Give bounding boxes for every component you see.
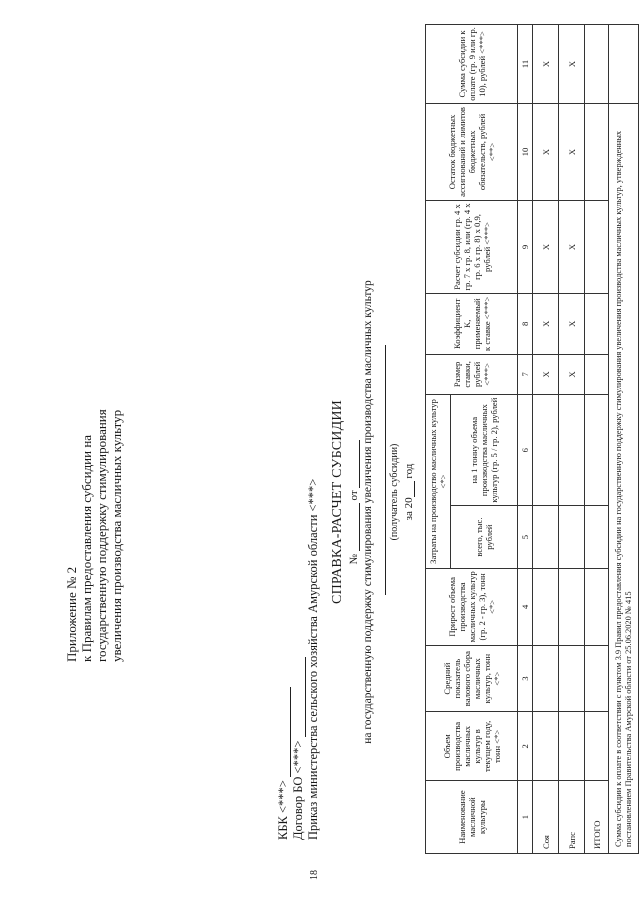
table-row <box>533 25 559 854</box>
header-costs-group: Затраты на производство масличных культур <*> <box>426 395 451 569</box>
header-subsidy-calc: Расчет субсидии гр. 4 x гр. 7 x гр. 8, или (гр. 4 x гр. 6 x гр. 8) x 0,9, рублей <***> <box>426 200 518 293</box>
header-production-growth: Прирост объема производства масличных культур (гр. 2 - гр. 3), тонн <*> <box>426 568 518 645</box>
table-cell: X <box>559 200 585 293</box>
date-blank <box>350 440 360 488</box>
table-cell <box>585 395 609 506</box>
year-line <box>403 342 415 642</box>
header-row-1 <box>426 25 451 854</box>
colnum-11: 11 <box>518 25 533 104</box>
table-cell <box>585 645 609 712</box>
colnum-1: 1 <box>518 781 533 854</box>
table-cell <box>533 645 559 712</box>
kbk-blank-line <box>280 687 291 777</box>
table-cell <box>559 712 585 781</box>
colnum-10: 10 <box>518 103 533 200</box>
header-average-harvest: Средний показатель валового сбора масличных культур, тонн <*> <box>426 645 518 712</box>
header-coefficient: Коэффициент K, применяемый к ставке <***> <box>426 293 518 354</box>
total-row <box>585 25 609 854</box>
note-row <box>609 25 639 854</box>
table-cell: X <box>533 200 559 293</box>
subsidy-calculation-table <box>425 24 639 854</box>
table-cell: X <box>533 293 559 354</box>
appendix-header <box>64 262 124 662</box>
table-cell: X <box>533 354 559 394</box>
table-cell <box>533 568 559 645</box>
kbk-label: КБК <***> <box>276 780 290 840</box>
header-rate: Размер ставки, рублей <***> <box>426 354 518 394</box>
number-blank <box>350 503 360 551</box>
number-sign: № <box>348 553 360 565</box>
header-budget-balance: Остаток бюджетных ассигнований и лимитов бюджетных обязательств, рублей <**> <box>426 103 518 200</box>
table-cell: X <box>559 354 585 394</box>
row-crop-name: Рапс <box>559 781 585 854</box>
table-cell <box>585 568 609 645</box>
table-cell <box>559 395 585 506</box>
year-suffix: год <box>403 463 415 479</box>
header-production-volume: Объем производства масличных культур в текущем году, тонн <*> <box>426 712 518 781</box>
table-cell <box>585 103 609 200</box>
table-row <box>559 25 585 854</box>
table-cell: X <box>533 103 559 200</box>
table-cell <box>585 506 609 569</box>
colnum-4: 4 <box>518 568 533 645</box>
year-blank <box>405 481 415 497</box>
table-cell: X <box>533 25 559 104</box>
requisites-block <box>276 479 321 840</box>
total-label: ИТОГО <box>585 781 609 854</box>
appendix-line-2: к Правилам предоставления субсидии на <box>79 434 94 662</box>
table-cell: X <box>559 25 585 104</box>
table-cell <box>585 712 609 781</box>
table-cell <box>585 200 609 293</box>
table-cell <box>585 293 609 354</box>
table-cell <box>533 712 559 781</box>
appendix-line-4: увеличения производства масличных культур <box>109 409 124 662</box>
order-label: Приказ министерства сельского хозяйства Амурской области <***> <box>306 478 320 840</box>
colnum-6: 6 <box>518 395 533 506</box>
column-number-row <box>518 25 533 854</box>
header-subsidy-to-pay: Сумма субсидии к оплате (гр. 9 или гр. 10), рублей <***> <box>426 25 518 104</box>
colnum-7: 7 <box>518 354 533 394</box>
recipient-blank-line <box>385 345 386 595</box>
colnum-8: 8 <box>518 293 533 354</box>
table-cell: X <box>559 293 585 354</box>
header-crop-name: Наименование масличной культуры <box>426 781 518 854</box>
number-date-line <box>348 292 360 712</box>
recipient-label: (получатель субсидии) <box>389 443 400 541</box>
header-costs-per-ton: на 1 тонну объема производства масличных культур (гр. 5 / гр. 2), рублей <box>451 395 518 506</box>
note-amount-cell <box>609 25 639 104</box>
colnum-2: 2 <box>518 712 533 781</box>
colnum-5: 5 <box>518 506 533 569</box>
appendix-line-3: государственную поддержку стимулирования <box>94 409 109 662</box>
table-cell <box>533 506 559 569</box>
contract-blank-line <box>295 657 306 737</box>
table-cell <box>559 506 585 569</box>
rotated-document-sheet <box>40 12 633 892</box>
document-title: СПРАВКА-РАСЧЕТ СУБСИДИИ <box>330 400 345 604</box>
colnum-3: 3 <box>518 645 533 712</box>
header-costs-total: всего, тыс. рублей <box>451 506 518 569</box>
row-crop-name: Соя <box>533 781 559 854</box>
appendix-line-1: Приложение № 2 <box>64 566 79 662</box>
table-cell: X <box>559 103 585 200</box>
table-cell <box>559 645 585 712</box>
table-cell <box>585 25 609 104</box>
colnum-9: 9 <box>518 200 533 293</box>
table-cell <box>585 354 609 394</box>
page-number: 18 <box>309 870 320 880</box>
payment-note: Сумма субсидии к оплате в соответствии с пунктом 3.9 Правил предоставления субсидии на государственную поддержку стимулирования увеличения производства масличных культур, утвержденных постановлением Правительства Амурской области от 25.06.2020 № 415 <box>609 103 639 853</box>
document-subtitle: на государственную поддержку стимулирования увеличения производства масличных культур <box>362 280 374 744</box>
table-cell <box>533 395 559 506</box>
table-cell <box>559 568 585 645</box>
from-word: от <box>348 490 360 501</box>
contract-label: Договор БО <***> <box>291 740 305 840</box>
year-prefix: за 20 <box>403 497 415 521</box>
